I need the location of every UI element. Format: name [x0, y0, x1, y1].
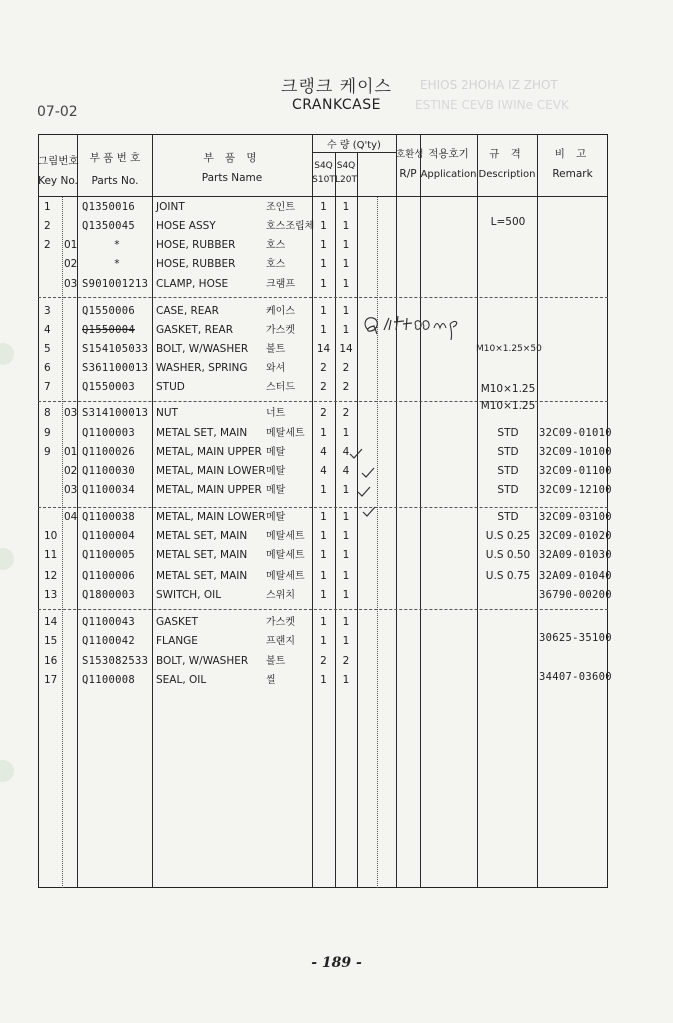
qty-l20t: 2 — [342, 362, 350, 374]
part-name-korean: 볼트 — [266, 344, 286, 355]
part-name-korean: 메탈세트 — [266, 571, 305, 582]
header-parts-name: Parts Name — [201, 172, 263, 184]
key-no: 15 — [44, 635, 58, 647]
part-name: BOLT, W/WASHER — [156, 343, 249, 355]
qty-s10t: 1 — [320, 570, 327, 582]
handwritten-note — [360, 306, 484, 342]
column-divider — [377, 196, 378, 888]
part-number: Q1350045 — [82, 220, 135, 232]
sub-no: 02 — [64, 258, 78, 270]
remark: 32C09-10100 — [539, 446, 612, 458]
part-name: NUT — [156, 407, 178, 419]
qty-s10t: 2 — [320, 655, 327, 667]
description: STD — [497, 446, 519, 458]
part-number: Q1550004 — [82, 324, 135, 336]
qty-s10t: 1 — [320, 258, 327, 270]
key-no: 10 — [44, 530, 58, 542]
qty-s10t: 1 — [320, 324, 327, 336]
qty-s10t: 4 — [320, 465, 327, 477]
qty-l20t: 4 — [342, 465, 350, 477]
part-name: HOSE, RUBBER — [156, 239, 236, 251]
part-number: Q1100004 — [82, 530, 135, 542]
part-name: METAL SET, MAIN — [156, 570, 248, 582]
header-rp: R/P — [399, 168, 417, 180]
part-number: * — [113, 258, 121, 270]
remark: 32C09-12100 — [539, 484, 612, 496]
qty-s10t: 2 — [320, 362, 327, 374]
bleed-through-text: ESTINE CEVB IWINe CEVK — [415, 98, 569, 112]
key-no: 17 — [44, 674, 58, 686]
part-name-korean: 스터드 — [266, 382, 295, 393]
header-key-ko: 그림번호 — [38, 155, 79, 167]
qty-l20t: 1 — [342, 305, 350, 317]
part-number: Q1550003 — [82, 381, 135, 393]
qty-l20t: 2 — [342, 381, 350, 393]
qty-s10t: 1 — [320, 511, 327, 523]
header-application-ko: 적용호기 — [428, 148, 469, 160]
part-name: GASKET — [156, 616, 198, 628]
qty-s10t: 1 — [320, 635, 327, 647]
description: U.S 0.25 — [485, 530, 531, 542]
qty-s10t: 1 — [320, 220, 327, 232]
header-parts-name-ko: 부 품 명 — [203, 152, 261, 164]
header-key-no: Key No. — [38, 175, 78, 187]
key-no: 2 — [44, 239, 51, 251]
qty-l20t: 14 — [339, 343, 353, 355]
key-no: 16 — [44, 655, 58, 667]
part-name: WASHER, SPRING — [156, 362, 248, 374]
part-name-korean: 스위치 — [266, 590, 295, 601]
key-no: 6 — [44, 362, 51, 374]
key-no: 2 — [44, 220, 51, 232]
check-mark — [361, 467, 375, 478]
key-no: 4 — [44, 324, 51, 336]
qty-s10t: 1 — [320, 427, 327, 439]
qty-s10t: 1 — [320, 239, 327, 251]
header-qty-col1: S4Q — [314, 161, 333, 171]
column-divider — [62, 196, 63, 888]
remark: 30625-35100 — [539, 632, 612, 644]
key-no: 11 — [44, 549, 58, 561]
qty-l20t: 1 — [342, 549, 350, 561]
remark: 36790-00200 — [539, 589, 612, 601]
part-number: S361100013 — [82, 362, 149, 374]
part-name-korean: 너트 — [266, 408, 286, 419]
qty-l20t: 1 — [342, 674, 350, 686]
qty-s10t: 1 — [320, 278, 327, 290]
part-name: METAL, MAIN LOWER — [156, 465, 266, 477]
part-number: Q1100043 — [82, 616, 135, 628]
qty-s10t: 1 — [320, 530, 327, 542]
part-name-korean: 프랜지 — [266, 636, 295, 647]
header-qty: 수 량 (Q'ty) — [327, 140, 381, 151]
qty-l20t: 1 — [342, 635, 350, 647]
binder-hole — [0, 548, 14, 570]
column-divider — [357, 152, 358, 888]
header-application: Application — [420, 169, 477, 180]
sub-no: 03 — [64, 484, 78, 496]
key-no: 5 — [44, 343, 51, 355]
part-name: CASE, REAR — [156, 305, 219, 317]
header-qty-col1-model: S10T — [312, 175, 335, 185]
part-name: GASKET, REAR — [156, 324, 234, 336]
key-no: 9 — [44, 427, 51, 439]
key-no: 1 — [44, 201, 51, 213]
sub-no: 04 — [64, 511, 78, 523]
qty-l20t: 1 — [342, 201, 350, 213]
part-name: JOINT — [156, 201, 185, 213]
remark: 32A09-01040 — [539, 570, 612, 582]
column-divider — [77, 134, 78, 888]
part-name-korean: 메탈세트 — [266, 428, 305, 439]
part-name-korean: 메탈 — [266, 447, 286, 458]
part-number: Q1100006 — [82, 570, 135, 582]
part-name: METAL SET, MAIN — [156, 549, 248, 561]
part-name: BOLT, W/WASHER — [156, 655, 249, 667]
qty-s10t: 1 — [320, 305, 327, 317]
part-number: Q1550006 — [82, 305, 135, 317]
page-title: CRANKCASE — [292, 97, 381, 113]
part-name-korean: 조인트 — [266, 202, 295, 213]
header-parts-no: Parts No. — [91, 175, 139, 187]
qty-l20t: 1 — [342, 258, 350, 270]
header-rule — [312, 152, 396, 153]
header-description: Description — [478, 169, 536, 180]
description: M10×1.25×50 — [476, 344, 542, 354]
part-name: FLANGE — [156, 635, 198, 647]
qty-l20t: 1 — [342, 530, 350, 542]
check-mark — [357, 486, 371, 497]
description: L=500 — [490, 216, 526, 228]
description: STD — [497, 484, 519, 496]
page-number: - 189 - — [311, 955, 362, 971]
part-name-korean: 메탈세트 — [266, 531, 305, 542]
part-name: HOSE, RUBBER — [156, 258, 236, 270]
description: M10×1.25 — [480, 400, 536, 412]
qty-l20t: 1 — [342, 220, 350, 232]
qty-l20t: 1 — [342, 589, 350, 601]
qty-l20t: 1 — [342, 324, 350, 336]
remark: 32C09-01020 — [539, 530, 612, 542]
part-name-korean: 호스 — [266, 240, 286, 251]
binder-hole — [0, 760, 14, 782]
part-name: SEAL, OIL — [156, 674, 207, 686]
qty-l20t: 4 — [342, 446, 350, 458]
part-name: STUD — [156, 381, 185, 393]
qty-s10t: 1 — [320, 549, 327, 561]
part-number: Q1800003 — [82, 589, 135, 601]
remark: 32C09-01010 — [539, 427, 612, 439]
column-divider — [152, 134, 153, 888]
part-number: S154105033 — [82, 343, 149, 355]
header-remark: Remark — [552, 168, 593, 180]
remark: 34407-03600 — [539, 671, 612, 683]
part-name-korean: 케이스 — [266, 306, 295, 317]
part-name: SWITCH, OIL — [156, 589, 222, 601]
qty-l20t: 1 — [342, 616, 350, 628]
remark: 32C09-03100 — [539, 511, 612, 523]
part-number: Q1100034 — [82, 484, 135, 496]
qty-s10t: 1 — [320, 484, 327, 496]
header-parts-no-ko: 부 품 번 호 — [89, 152, 141, 164]
description: U.S 0.50 — [485, 549, 531, 561]
part-number: Q1100008 — [82, 674, 135, 686]
key-no: 3 — [44, 305, 51, 317]
column-divider — [477, 134, 478, 888]
part-name-korean: 메탈 — [266, 512, 286, 523]
part-number: * — [113, 239, 121, 251]
qty-l20t: 1 — [342, 570, 350, 582]
qty-s10t: 1 — [320, 674, 327, 686]
key-no: 14 — [44, 616, 58, 628]
check-mark — [362, 506, 376, 517]
part-name-korean: 메탈 — [266, 466, 286, 477]
qty-l20t: 2 — [342, 655, 350, 667]
remark: 32C09-01100 — [539, 465, 612, 477]
check-mark — [349, 448, 363, 459]
qty-s10t: 4 — [320, 446, 327, 458]
part-name: METAL, MAIN LOWER — [156, 511, 266, 523]
part-name-korean: 호스 — [266, 259, 286, 270]
key-no: 9 — [44, 446, 51, 458]
section-number: 07-02 — [37, 104, 78, 120]
description: STD — [497, 511, 519, 523]
part-name: METAL, MAIN UPPER — [156, 484, 262, 496]
page-title-korean: 크랭크 케이스 — [281, 77, 392, 97]
column-divider — [537, 134, 538, 888]
bleed-through-text: EHIOS 2HOHA IZ ZHOT — [420, 78, 558, 92]
remark: 32A09-01030 — [539, 549, 612, 561]
part-name-korean: 메탈세트 — [266, 550, 305, 561]
qty-l20t: 1 — [342, 484, 350, 496]
header-rule — [38, 196, 608, 197]
description: STD — [497, 465, 519, 477]
description: M10×1.25 — [480, 383, 536, 395]
part-number: S314100013 — [82, 407, 149, 419]
qty-s10t: 1 — [320, 589, 327, 601]
qty-l20t: 2 — [342, 407, 350, 419]
part-number: Q1100042 — [82, 635, 135, 647]
sub-no: 03 — [64, 407, 78, 419]
group-separator — [38, 297, 608, 298]
column-divider — [420, 134, 421, 888]
header-description-ko: 규 격 — [489, 148, 525, 160]
key-no: 7 — [44, 381, 51, 393]
part-name-korean: 크램프 — [266, 279, 295, 290]
column-divider — [396, 134, 397, 888]
part-name-korean: 씰 — [266, 675, 276, 686]
part-number: Q1350016 — [82, 201, 135, 213]
part-name-korean: 볼트 — [266, 656, 286, 667]
part-name-korean: 가스켓 — [266, 617, 295, 628]
header-qty-col2-model: L20T — [335, 175, 357, 185]
part-name: CLAMP, HOSE — [156, 278, 229, 290]
qty-l20t: 1 — [342, 427, 350, 439]
part-name-korean: 가스켓 — [266, 325, 295, 336]
binder-hole — [0, 343, 14, 365]
qty-l20t: 1 — [342, 278, 350, 290]
part-name-korean: 와셔 — [266, 363, 286, 374]
group-separator — [38, 609, 608, 610]
header-remark-ko: 비 고 — [554, 148, 591, 160]
qty-l20t: 1 — [342, 511, 350, 523]
part-name: METAL SET, MAIN — [156, 427, 248, 439]
header-rp-ko: 호환성 — [396, 149, 424, 160]
sub-no: 03 — [64, 278, 78, 290]
part-name: METAL SET, MAIN — [156, 530, 248, 542]
qty-s10t: 2 — [320, 381, 327, 393]
group-separator — [38, 507, 608, 508]
qty-s10t: 2 — [320, 407, 327, 419]
qty-s10t: 1 — [320, 616, 327, 628]
part-number: Q1100030 — [82, 465, 135, 477]
header-qty-col2: S4Q — [336, 161, 356, 171]
qty-s10t: 14 — [316, 343, 331, 355]
sub-no: 01 — [64, 446, 78, 458]
description: STD — [497, 427, 519, 439]
part-name-korean: 호스조립체 — [266, 221, 315, 232]
part-name: METAL, MAIN UPPER — [156, 446, 262, 458]
part-number: Q1100005 — [82, 549, 135, 561]
key-no: 8 — [44, 407, 51, 419]
part-number: S901001213 — [82, 278, 149, 290]
part-number: Q1100026 — [82, 446, 135, 458]
part-name-korean: 메탈 — [266, 485, 286, 496]
key-no: 12 — [44, 570, 58, 582]
description: U.S 0.75 — [485, 570, 531, 582]
part-number: Q1100038 — [82, 511, 135, 523]
qty-l20t: 1 — [342, 239, 350, 251]
part-number: Q1100003 — [82, 427, 135, 439]
key-no: 13 — [44, 589, 58, 601]
part-name: HOSE ASSY — [156, 220, 216, 232]
sub-no: 01 — [64, 239, 78, 251]
sub-no: 02 — [64, 465, 78, 477]
qty-s10t: 1 — [320, 201, 327, 213]
part-number: S153082533 — [82, 655, 149, 667]
